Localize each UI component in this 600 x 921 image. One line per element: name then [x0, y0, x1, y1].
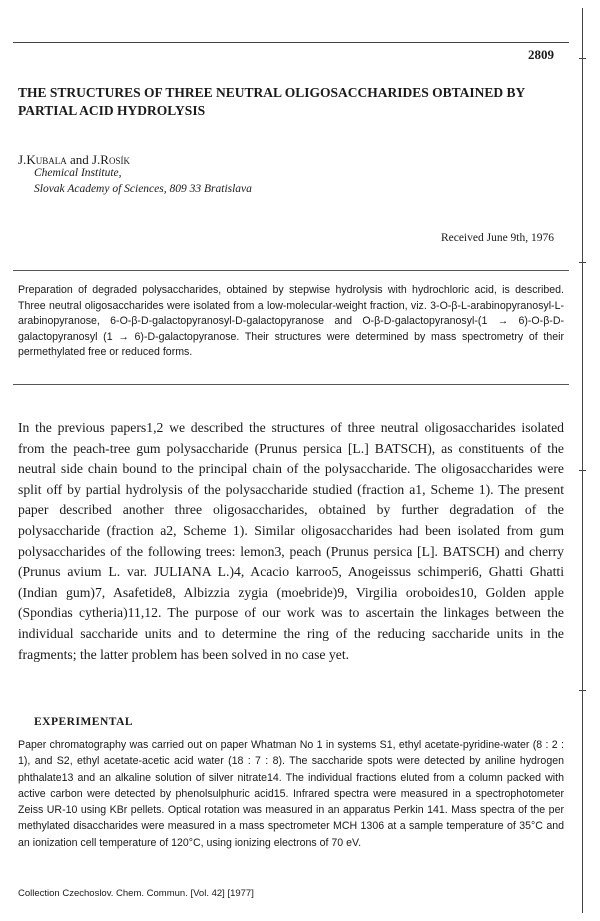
margin-tick — [579, 262, 586, 263]
author-1-initial: J. — [18, 152, 27, 167]
author-conjunction: and — [66, 152, 92, 167]
margin-tick — [579, 58, 586, 59]
author-2-surname: Rosík — [100, 152, 130, 167]
experimental-paragraph: Paper chromatography was carried out on paper Whatman No 1 in systems S1, ethyl acetate-pyridine-water (8 : 2 : 1), and S2, ethyl acetate-acetic acid water (18 : 7 : 8). The saccharide spots were detected by aniline hydrogen phthalate13 and an alkaline solution of silver nitrate14. The individual fractions eluted from a column packed with active carbon were detected by phenolsulphuric acid15. Infrared spectra were measured in a spectrophotometer Zeiss UR-10 using KBr pellets. Optical rotation was measured in an apparatus Perkin 141. Mass spectra of the per methylated disaccharides were measured in a mass spectrometer MCH 1306 at a sample temperature of 35°C and an ionization cell temperature of 120°C, using ionizing electrons of 70 eV. — [18, 739, 564, 849]
received-date: Received June 9th, 1976 — [440, 232, 554, 244]
author-2-initial: J. — [91, 152, 101, 167]
margin-tick — [579, 470, 586, 471]
abstract: Preparation of degraded polysaccharides, obtained by stepwise hydrolysis with hydrochloric acid, is described. Three neutral oligosaccharides were isolated from a low-molecular-weight fraction, viz. 3-O-β-L-arabinopyranosyl-L-arabinopyranose, 6-O-β-D-galactopyranosyl-D-galactopyranose and O-β-D-galactopyranosyl-(1 → 6)-O-β-D-galactopyranosyl (1 → 6)-D-galactopyranose. Their structures were determined by mass spectrometry of their permethylated free or reduced forms. — [18, 284, 564, 358]
article-title: THE STRUCTURES OF THREE NEUTRAL OLIGOSACCHARIDES OBTAINED BY PARTIAL ACID HYDROLYSIS — [18, 85, 525, 118]
abstract-bottom-rule — [13, 384, 569, 385]
author-1-surname: Kubala — [26, 152, 67, 167]
experimental-heading: EXPERIMENTAL — [34, 716, 134, 728]
header-rule — [13, 42, 569, 43]
affiliation-institute: Chemical Institute, — [34, 167, 122, 179]
margin-tick — [579, 690, 586, 691]
journal-citation: Collection Czechoslov. Chem. Commun. [Vol. 42] [1977] — [18, 888, 254, 899]
margin-rule — [582, 8, 583, 913]
page-number: 2809 — [528, 47, 554, 62]
affiliation-academy: Slovak Academy of Sciences, 809 33 Bratislava — [34, 183, 252, 195]
abstract-top-rule — [13, 270, 569, 271]
introduction-paragraph: In the previous papers1,2 we described the structures of three neutral oligosaccharides isolated from the peach-tree gum polysaccharide (Prunus persica [L.] BATSCH), as constituents of the neutral side chain bound to the principal chain of the polysaccharide. The oligosaccharides were split off by partial hydrolysis of the polysaccharide studied (fraction a1, Scheme 1). The present paper described another three oligosaccharides, obtained by further degradation of the polysaccharide (fraction a2, Scheme 1). Similar oligosaccharides had been isolated from gum polysaccharides of the following trees: lemon3, peach (Prunus persica [L]. BATSCH) and cherry (Prunus avium L. var. JULIANA L.)4, Acacio karroo5, Anogeissus schimperi6, Ghatti Ghatti (Indian gum)7, Asafetide8, Albizzia zygia (moebride)9, Virgilia oroboides10, Golden apple (Spondias cytheria)11,12. The purpose of our work was to ascertain the linkages between the individual saccharide units and to determine the ring of the reducing saccharide units in the fragments; the latter problem has been solved in no case yet. — [18, 420, 564, 662]
affiliation — [34, 165, 252, 197]
